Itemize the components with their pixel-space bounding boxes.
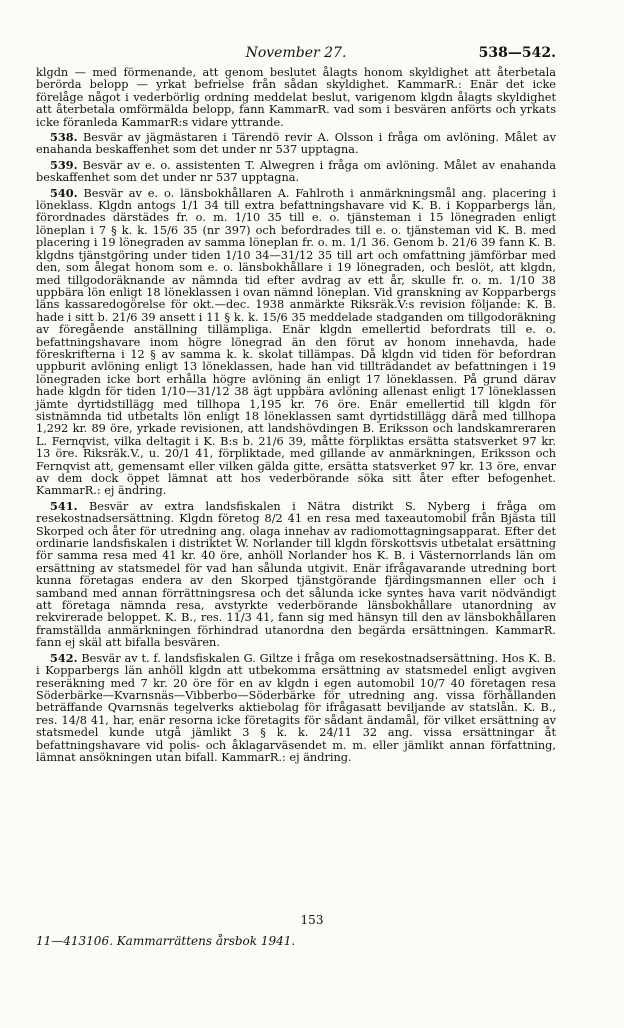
running-header bbox=[36, 45, 556, 63]
case-number: 540. bbox=[50, 185, 78, 200]
paragraph-text: Besvär av jägmästaren i Tärendö revir A. Olsson i fråga om avlöning. Målet av enahanda beskaffenhet som det under nr 537 upptagna. bbox=[36, 131, 556, 157]
print-footer: 11—413106. Kammarrättens årsbok 1941. bbox=[36, 934, 296, 948]
header-date: November 27. bbox=[245, 45, 347, 61]
body-text bbox=[36, 67, 556, 766]
case-number: 538. bbox=[50, 130, 78, 145]
case-number: 541. bbox=[50, 498, 78, 513]
header-case-range: 538—542. bbox=[478, 45, 556, 61]
case-539 bbox=[36, 159, 556, 185]
paragraph-text: Besvär av t. f. landsfiskalen G. Giltze i fråga om resekostnadsersättning. Hos K. B. i Kopparbergs län anhöll klgdn att utbekomma ersättning av statsmedel enligt avgiven reseräkning med 7 kr. 20 öre för en av klgdn i egen automobil 10/7 40 företagen resa Söderbärke—Kvarnsnäs—Vibberbo—Söderbärke för utredning ang. vissa förhållanden beträffande Qvarnsnäs tegelverks aktiebolag för ifrågasatt beviljande av statslån. K. B., res. 14/8 41, har, enär resorna icke företagits för sådant ändamål, för vilket ersättning av statsmedel kunde utgå jämlikt 3 § k. k. 24/11 32 ang. vissa ersättningar åt befattningshavare vid polis- och åklagarväsendet m. m. eller jämlikt annan författning, lämnat ansökningen utan bifall. KammarR.: ej ändring. bbox=[36, 651, 556, 764]
paragraph-text: Besvär av e. o. assistenten T. Alwegren i fråga om avlöning. Målet av enahanda beskaffenhet som det under nr 537 upptagna. bbox=[36, 158, 556, 185]
case-541 bbox=[36, 500, 556, 650]
case-540 bbox=[36, 187, 556, 498]
case-542 bbox=[36, 652, 556, 765]
paragraph-text: Besvär av e. o. länsbokhållaren A. Fahlroth i anmärkningsmål ang. placering i löneklass. Klgdn antogs 1/1 34 till extra befattningshavare vid K. B. i Kopparbergs län, förordnades därstädes fr. o. m. 1/10 35 till e. o. tjänsteman i 15 lönegraden enligt löneplan i 7 § k. k. 15/6 35 (nr 397) och befordrades till e. o. tjänsteman vid K. B. med placering i 19 lönegraden av samma löneplan fr. o. m. 1/1 36. Genom b. 21/6 39 fann K. B. klgdns tjänstgöring under tiden 1/10 34—31/12 35 till art och omfattning jämförbar med den, som ålegat honom som e. o. länsbokhållare i 19 lönegraden, och beslöt, att klgdn, med tillgodoräknande av nämnda tid efter avdrag av ett år, skulle fr. o. m. 1/10 38 uppbära lön enligt 18 löneklassen i ovan nämnd löneplan. Vid granskning av Kopparbergs läns kassaredogörelse för okt.—dec. 1938 anmärkte Riksräk.V:s revision följande: K. B. hade i sitt b. 21/6 39 ansett i 11 § k. k. 15/6 35 meddelade stadganden om tillgodoräkning av föregående anställning tillämpliga. Enär klgdn emellertid befordrats till e. o. befattningshavare inom högre lönegrad än den förut av honom innehavda, hade föreskrifterna i 12 § av samma k. k. skolat tillämpas. Då klgdn vid tiden för befordran uppburit avlöning enligt 13 löneklassen, hade han vid tillträdandet av befattningen i 19 lönegraden icke bort erhålla högre avlöning än enligt 17 löneklassen. På grund därav hade klgdn för tiden 1/10—31/12 38 ägt uppbära avlöning allenast enligt 17 löneklassen jämte dyrtidstillägg med tillhopa 1,195 kr. 76 öre. Enär emellertid till klgdn för sistnämnda tid utbetalts lön enligt 18 löneklassen samt dyrtidstillägg därå med tillhopa 1,292 kr. 89 öre, yrkade revisionen, att landshövdingen B. Eriksson och landskamreraren L. Fernqvist, vilka deltagit i K. B:s b. 21/6 39, måtte förpliktas ersätta statsverket 97 kr. 13 öre. Riksräk.V., u. 20/1 41, förpliktade, med gillande av anmärkningen, Eriksson och Fernqvist att, gemensamt eller vilken gälda gitte, ersätta statsverket 97 kr. 13 öre, envar av dem dock öppet lämnat att hos vederbörande söka sitt åter efter befogenhet. KammarR.: ej ändring. bbox=[36, 186, 556, 498]
paragraph-continuation bbox=[36, 67, 556, 129]
case-number: 542. bbox=[50, 650, 78, 665]
paragraph-text: klgdn — med förmenande, att genom beslutet ålagts honom skyldighet att återbetala berörda belopp — yrkat befrielse från sådan skyldighet. KammarR.: Enär det icke förelåge något i vederbörlig ordning meddelat beslut, varigenom klgdn ålagts skyldighet att återbetala omförmälda belopp, fann KammarR. vad som i besvären anförts och yrkats icke föranleda KammarR:s vidare yttrande. bbox=[36, 66, 556, 129]
case-number: 539. bbox=[50, 157, 78, 172]
page-number: 153 bbox=[300, 913, 324, 927]
case-538 bbox=[36, 131, 556, 157]
paragraph-text: Besvär av extra landsfiskalen i Nätra distrikt S. Nyberg i fråga om resekostnadsersättning. Klgdn företog 8/2 41 en resa med taxeautomobil från Bjästa till Skorped och åter för utredning ang. olaga innehav av radiomottagningsapparat. Efter det ordinarie landsfiskalen i distriktet W. Norlander till klgdn förskottsvis utbetalat ersättning för samma resa med 41 kr. 40 öre, anhöll Norlander hos K. B. i Västernorrlands län om ersättning av statsmedel för vad han sålunda utgivit. Enär ifrågavarande utredning bort kunna företagas endera av den Skorped tjänstgörande fjärdingsmannen eller och i samband med annan förrättningsresa och det sålunda icke syntes hava varit nödvändigt att företaga nämnda resa, avstyrkte vederbörande länsbokhållare utanordning av rekvirerade beloppet. K. B., res. 11/3 41, fann sig med hänsyn till den av länsbokhållaren framställda anmärkningen förhindrad utanordna den begärda ersättningen. KammarR. fann ej skäl att bifalla besvären. bbox=[36, 499, 556, 650]
